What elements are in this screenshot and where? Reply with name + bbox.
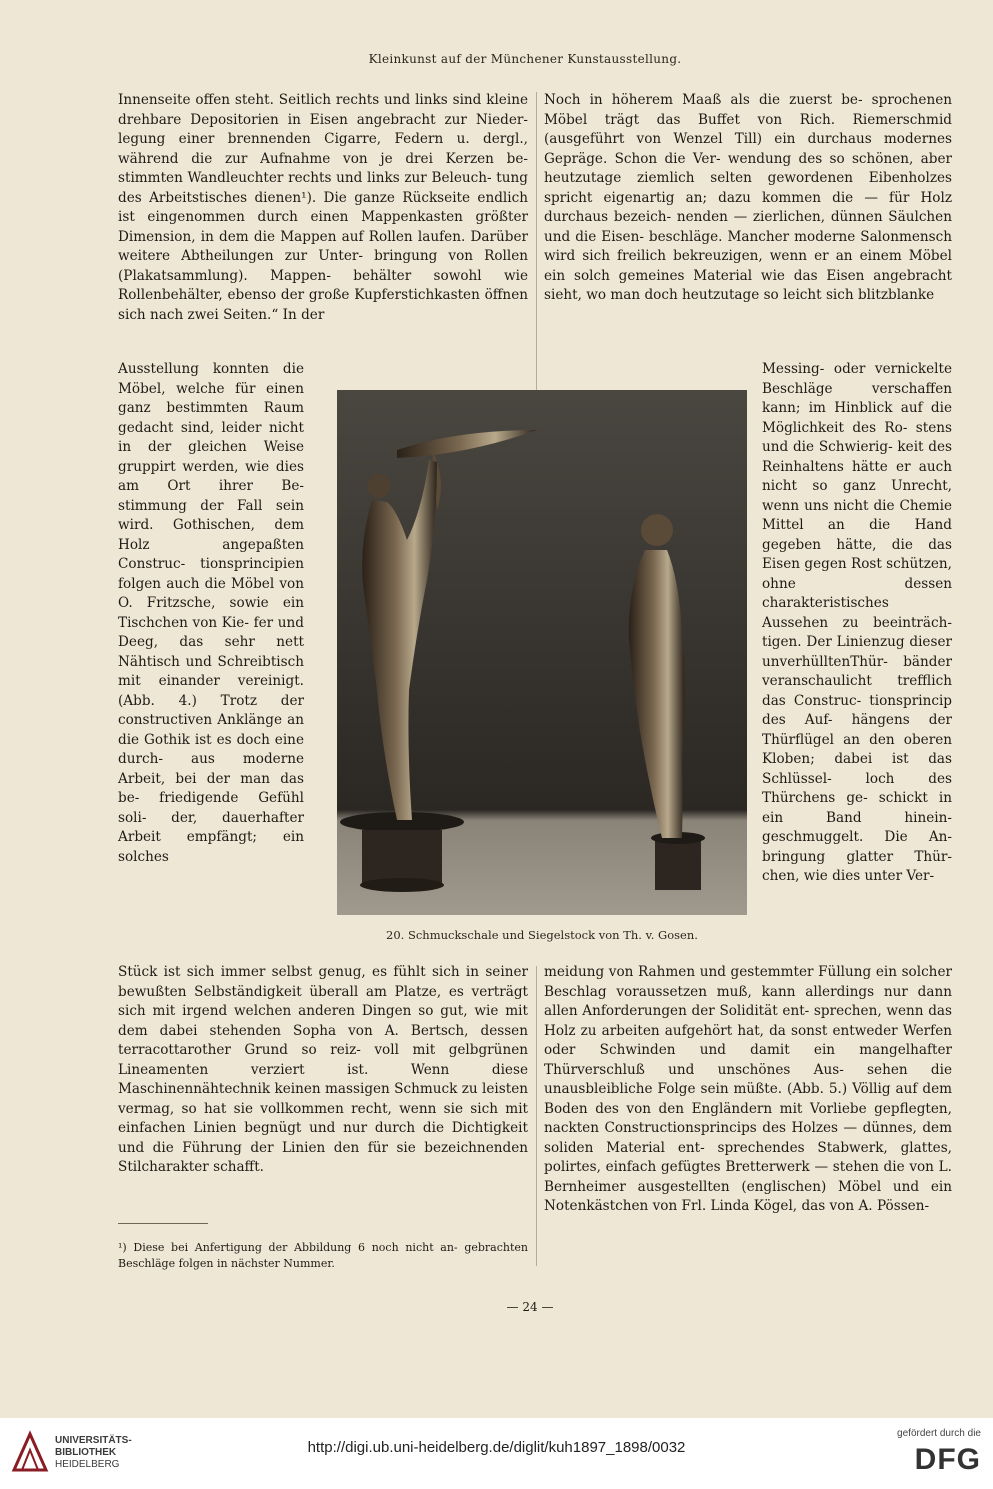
dfg-logo: DFG [914,1443,981,1476]
left-column-bottom-text: Stück ist sich immer selbst genug, es fühlt sich in seiner bewußten Selbständigkeit überall am Platze, es verträgt sich mit irgend welchen anderen Dingen so gut, wie mit dem dabei stehenden Sopha von A. Bertsch, dessen terracottarother Grund so reiz- voll mit gelbgrünen Lineamenten verziert ist. Wenn diese Maschinennähtechnik keinen massigen Schmuck zu leisten vermag, so hat sie vollkommen recht, wenn sie sich mit einfachen Linien begnügt und nur durch die Dichtigkeit und die Führung der Linien den für sie bezeichnenden Stilcharakter schafft. [118,964,528,1175]
left-column-top-text: Innenseite offen steht. Seitlich rechts und links sind kleine drehbare Depositorien in Eisen angebracht zur Nieder- legung einer brennenden Cigarre, Federn u. dergl., während die zur Aufnahme von je drei Kerzen be- stimmten Wandleuchter rechts und links zur Beleuch- tung des Arbeitstisches dienen¹). Die ganze Rückseite endlich ist eingenommen durch einen Mappenkasten größter Dimension, in dem die Mappen auf Rollen laufen. Darüber weitere Abtheilungen zur Unter- bringung von Rollen (Plakatsammlung). Mappen- behälter sowohl wie Rollenbehälter, ebenso der große Kupferstichkasten öffnen sich nach zwei Seiten.“ In der [118,92,528,323]
right-column-top-text: Noch in höherem Maaß als die zuerst be- sprochenen Möbel trägt das Buffet von Rich. Riemerschmid (ausgeführt von Wenzel Till) ein durchaus modernes Gepräge. Schon die Ver- wendung des so schönen, aber heutzutage ziemlich selten gewordenen Eibenholzes spricht eigenartig an; dazu kommen die — für Holz durchaus bezeich- nenden — zierlichen, dünnen Säulchen und die Eisen- beschläge. Mancher moderne Salonmensch wird sich freilich bekreuzigen, wenn er an einem Möbel ein solch gemeines Material wie das Eisen angebracht sieht, wo man doch heutzutage so leicht sich blitzblanke [544,92,952,303]
figure-photograph [337,390,747,915]
right-column-narrow-text: Messing- oder vernickelte Beschläge verschaffen kann; im Hinblick auf die Möglichkeit des Ro- stens und die Schwierig- keit des Reinhaltens hätte er auch nicht so ganz Unrecht, wenn uns nicht die Chemie Mittel an die Hand gegeben hätte, die das Eisen gegen Rost schützen, ohne dessen charakteristisches Aussehen zu beeinträch- tigen. Der Linienzug dieser unverhülltenThür- bänder veranschaulicht trefflich das Construc- tionsprincip des Auf- hängens der Thürflügel an den oberen Kloben; dabei ist das Schlüssel- loch des Thürchens ge- schickt in ein Band hinein- geschmuggelt. Die An- bringung glatter Thür- chen, wie dies unter Ver- [762,361,952,884]
footnote-rule [118,1223,208,1224]
left-column-narrow-text: Ausstellung konnten die Möbel, welche für einen ganz bestimmten Raum gedacht sind, leider nicht in der gleichen Weise gruppirt werden, wie dies am Ort ihrer Be- stimmung der Fall sein wird. Gothischen, dem Holz angepaßten Construc- tionsprincipien folgen auch die Möbel von O. Fritzsche, sowie ein Tischchen von Kie- fer und Deeg, das sehr nett Nähtisch und Schreibtisch mit einander vereinigt. (Abb. 4.) Trotz der constructiven Anklänge an die Gothik ist es doch eine durch- aus moderne Arbeit, bei der man das be- friedigende Gefühl soli- der, dauerhafter Arbeit empfängt; ein solches [118,361,304,865]
footnote: ¹) Diese bei Anfertigung der Abbildung 6 noch nicht an- gebrachten Beschläge folgen in nächster Nummer. [118,1241,528,1270]
figure-caption: 20. Schmuckschale und Siegelstock von Th. v. Gosen. [386,928,698,942]
library-name-line-1: UNIVERSITÄTS- [55,1435,132,1446]
viewer-footer [0,1418,993,1489]
permalink-url[interactable]: http://digi.ub.uni-heidelberg.de/diglit/kuh1897_1898/0032 [307,1439,686,1456]
column-divider-bottom [536,966,537,1266]
library-name-line-3: HEIDELBERG [55,1459,120,1470]
page-number: — 24 — [506,1300,554,1314]
bronze-sculptures-illustration [337,390,747,915]
funded-by-text: gefördert durch die [897,1428,981,1439]
running-head: Kleinkunst auf der Münchener Kunstausstellung. [368,52,682,66]
right-column-bottom-text: meidung von Rahmen und gestemmter Füllung ein solcher Beschlag voraussetzen muß, kann allerdings nur dann allen Anforderungen der Solidität ent- sprechen, wenn das Holz zu arbeiten aufgehört hat, da sonst entweder Werfen oder Schwinden und damit ein mangelhafter Thürverschluß und unschönes Aus- sehen die unausbleibliche Folge sein müßte. (Abb. 5.) Völlig auf dem Boden des von den Engländern mit Vorliebe gepflegten, nackten Constructionsprincips des Holzes — dünnes, dem soliden Material ent- sprechendes Stabwerk, glattes, polirtes, einfach gefügtes Bretterwerk — stehen die von L. Bernheimer ausgestellten (englischen) Möbel und ein Notenkästchen von Frl. Linda Kögel, das von A. Pössen- [544,964,952,1214]
library-name-line-2: BIBLIOTHEK [55,1447,117,1458]
